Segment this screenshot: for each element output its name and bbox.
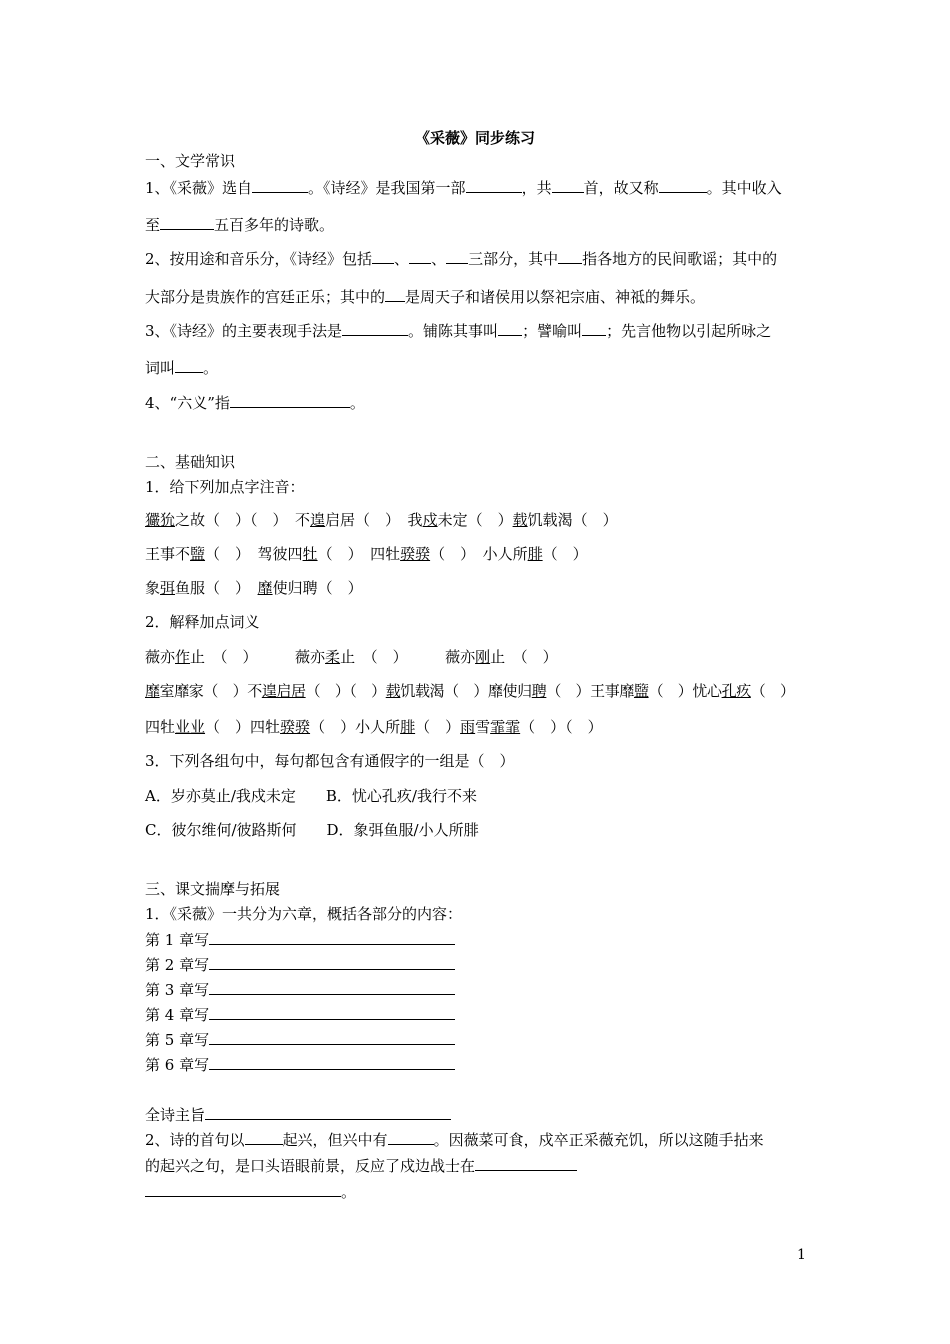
section-heading-basics: 二、基础知识 — [145, 453, 236, 471]
chapter-line: 第 4 章写 — [145, 1004, 455, 1025]
question-xing-line-1: 2、诗的首句以 起兴，但兴中有 。因薇菜可食，戍卒正采薇充饥，所以这随手拈来 — [145, 1131, 764, 1149]
question-3-line-2: 词叫 。 — [145, 359, 219, 377]
meaning-row-2: 靡室靡家（ ）不遑启居（ ）（ ）载饥载渴（ ）靡使归聘（ ）王事靡盬（ ）忧心孔疚（ ） — [145, 682, 795, 700]
question-meaning: 2．解释加点词义 — [145, 613, 260, 631]
question-1-line-2: 至 五百多年的诗歌。 — [145, 216, 335, 234]
meaning-row-3: 四牡业业（ ）四牡骙骙（ ）小人所腓（ ）雨雪霏霏（ ）（ ） — [145, 718, 603, 736]
chapter-line: 第 6 章写 — [145, 1054, 455, 1075]
page-number: 1 — [797, 1247, 806, 1263]
question-chapters: 1．《采薇》一共分为六章，概括各部分的内容： — [145, 905, 463, 923]
question-tongjiazi: 3．下列各组句中，每句都包含有通假字的一组是（ ） — [145, 752, 515, 770]
theme-line: 全诗主旨 — [145, 1104, 451, 1125]
chapter-line: 第 2 章写 — [145, 954, 455, 975]
question-2-line-2: 大部分是贵族作的宫廷正乐；其中的 是周天子和诸侯用以祭祀宗庙、神祗的舞乐。 — [145, 288, 706, 306]
meaning-row-1: 薇亦作止 （ ） 薇亦柔止 （ ） 薇亦刚止 （ ） — [145, 648, 558, 666]
options-a-b: A．岁亦莫止/我戍未定 B．忧心孔疚/我行不来 — [145, 787, 477, 805]
chapter-line: 第 3 章写 — [145, 979, 455, 1000]
question-pinyin: 1．给下列加点字注音： — [145, 478, 305, 496]
section-heading-literature: 一、文学常识 — [145, 152, 236, 170]
pinyin-row-2: 王事不盬（ ） 驾彼四牡（ ） 四牡骙骙（ ） 小人所腓（ ） — [145, 545, 588, 563]
options-c-d: C．彼尔维何/彼路斯何 D．象弭鱼服/小人所腓 — [145, 821, 479, 839]
question-4: 4、“六义”指 。 — [145, 394, 365, 412]
question-xing-line-2: 的起兴之句，是口头语眼前景，反应了戍边战士在 — [145, 1155, 577, 1176]
question-2-line-1: 2、按用途和音乐分，《诗经》包括 、 、 三部分，其中 指各地方的民间歌谣；其中的 — [145, 250, 778, 268]
page-title: 《采薇》同步练习 — [414, 129, 535, 147]
chapter-line: 第 5 章写 — [145, 1029, 455, 1050]
question-3-line-1: 3、《诗经》的主要表现手法是 。铺陈其事叫 ；譬喻叫 ；先言他物以引起所咏之 — [145, 322, 772, 340]
pinyin-row-1: 玁狁之故（ ）（ ） 不遑启居（ ） 我戍未定（ ）载饥载渴（ ） — [145, 511, 618, 529]
question-xing-line-3: 。 — [145, 1181, 356, 1202]
pinyin-row-3: 象弭鱼服（ ） 靡使归聘（ ） — [145, 579, 363, 597]
chapter-line: 第 1 章写 — [145, 929, 455, 950]
question-1-line-1: 1、《采薇》选自 。《诗经》是我国第一部 ，共 首，故又称 。其中收入 — [145, 179, 782, 197]
section-heading-analysis: 三、课文揣摩与拓展 — [145, 880, 281, 898]
